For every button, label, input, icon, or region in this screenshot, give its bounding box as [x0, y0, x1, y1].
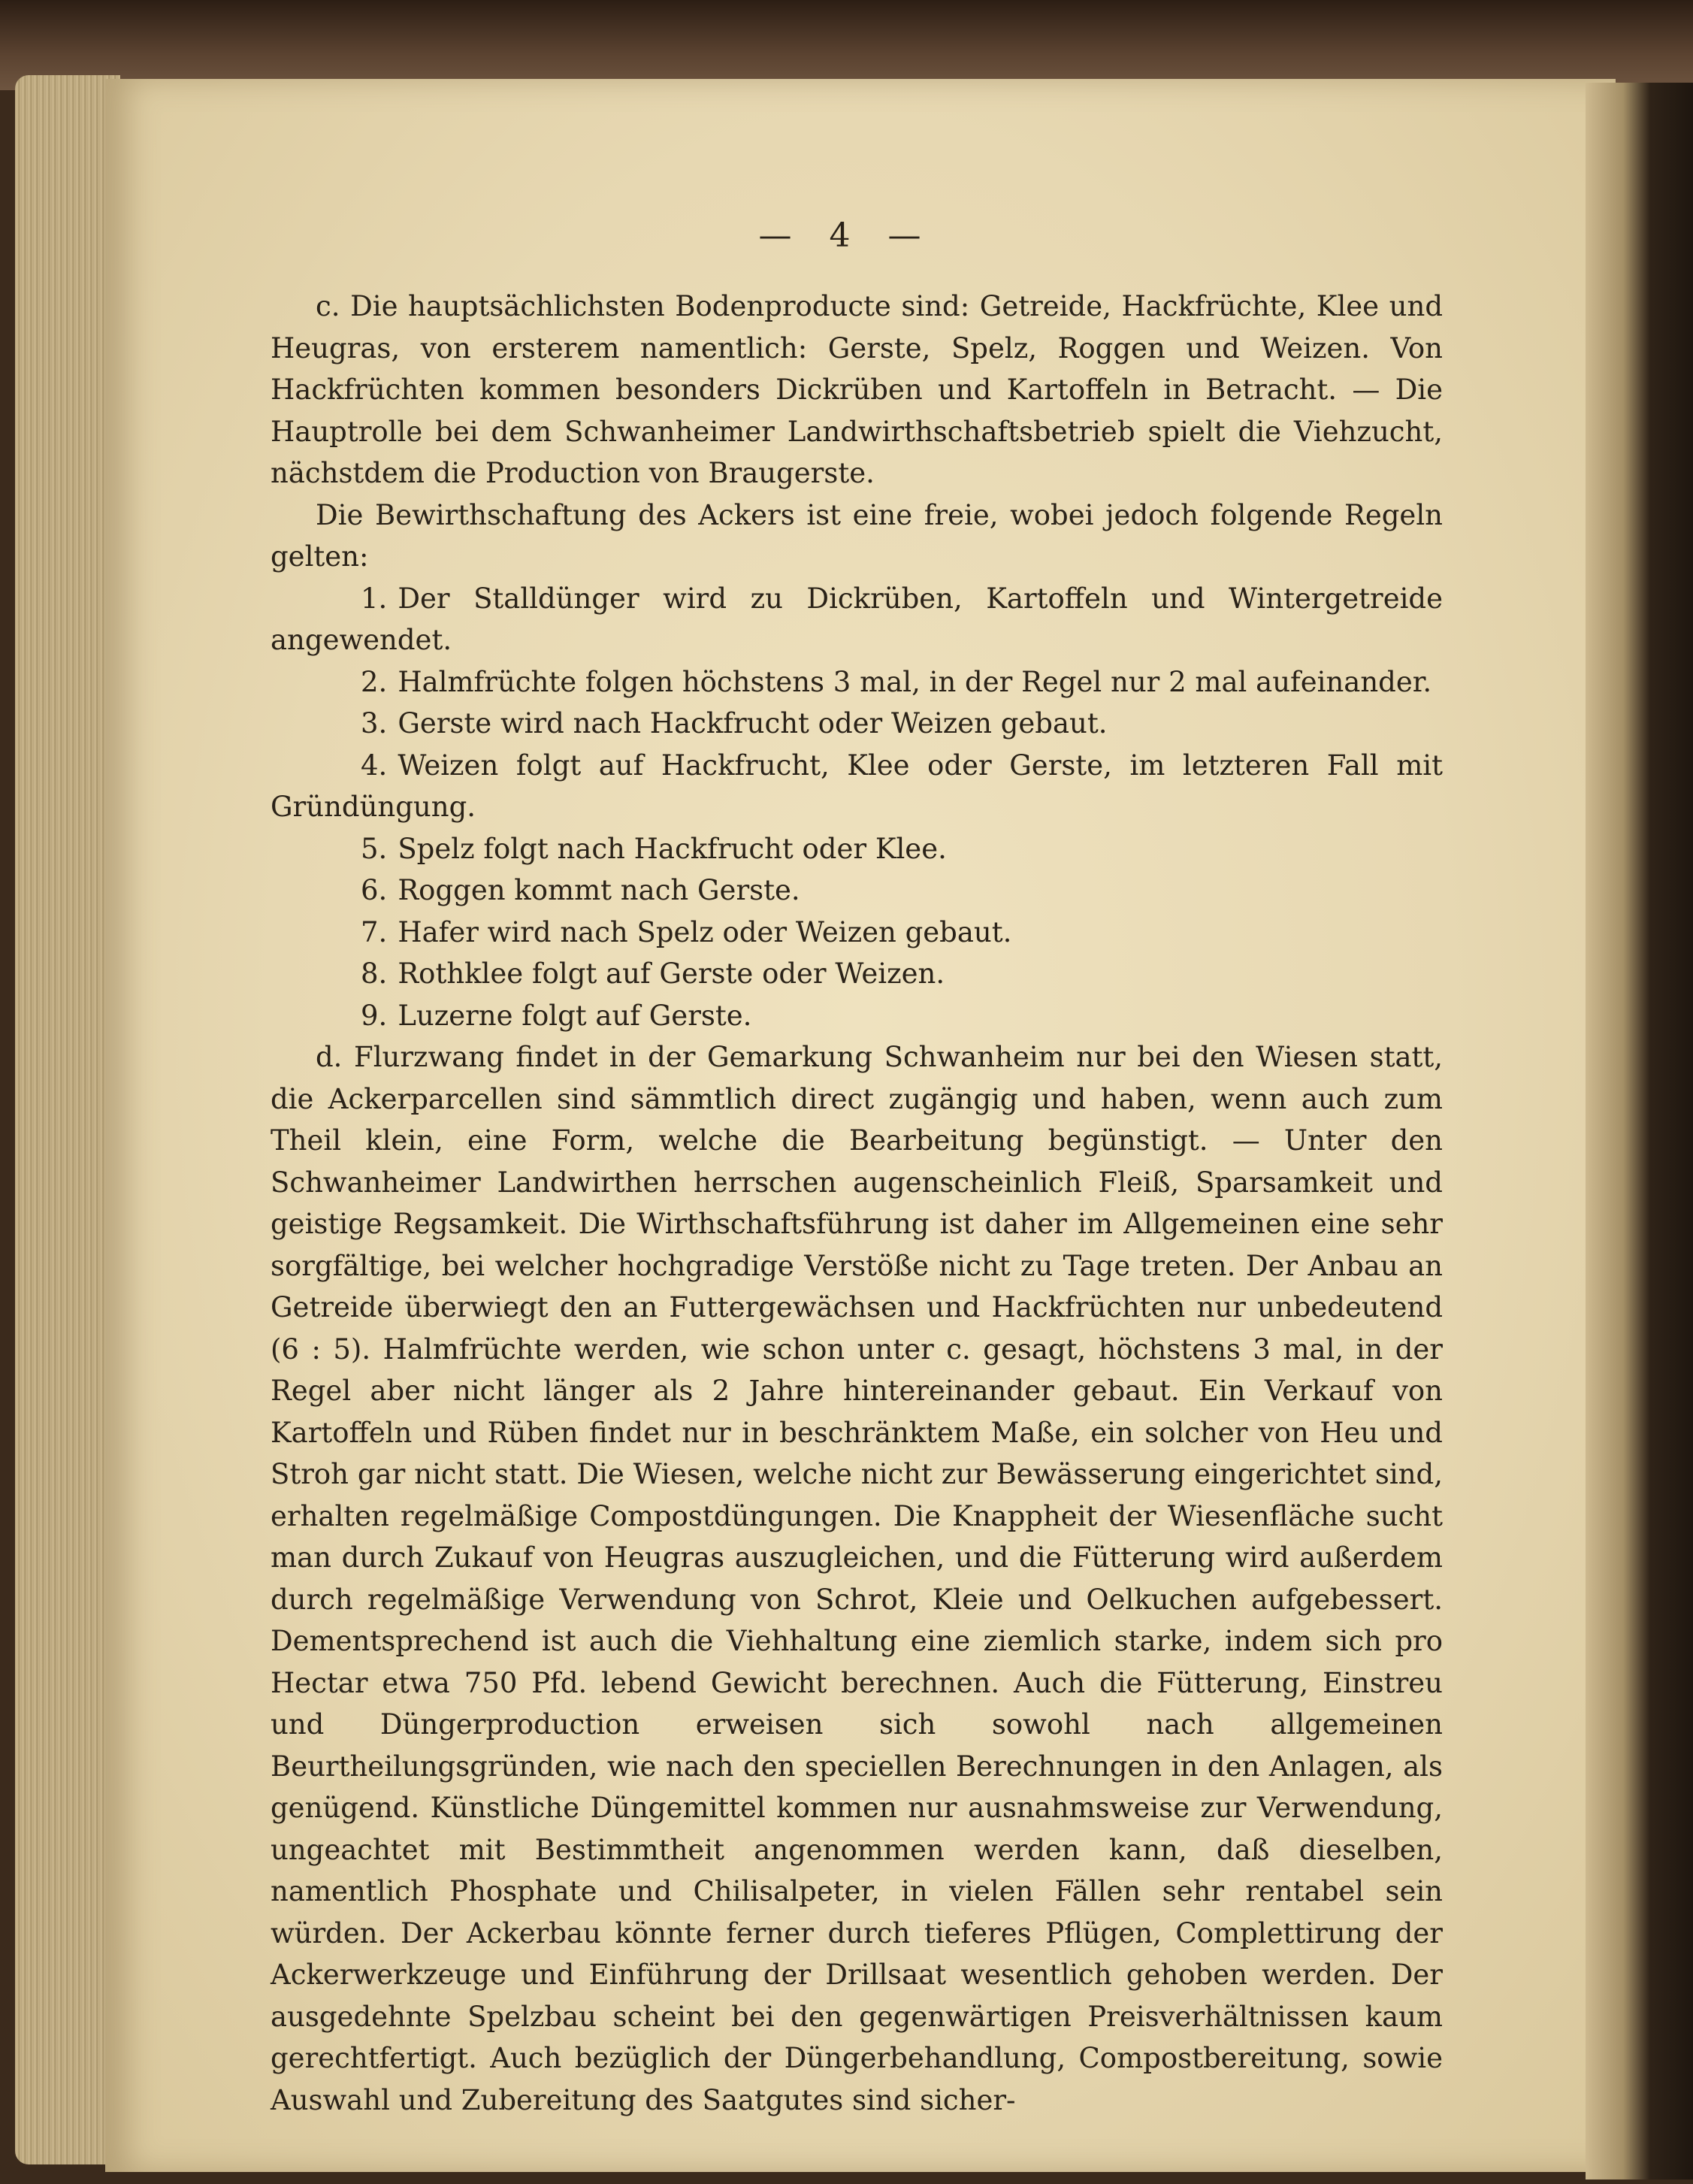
page-stack-edge	[15, 75, 120, 2164]
paragraph-rules-intro: Die Bewirthschaftung des Ackers ist eine freie, wobei jedoch folgende Regeln gelten:	[271, 498, 1443, 573]
rules-list	[271, 578, 1443, 1037]
list-item: 9. Luzerne folgt auf Gerste.	[361, 999, 752, 1032]
list-item: 1. Der Stalldünger wird zu Dickrüben, Kartoffeln und Wintergetreide angewendet.	[271, 582, 1443, 656]
list-item: 3. Gerste wird nach Hackfrucht oder Weizen gebaut.	[361, 707, 1108, 740]
book-cover-edge	[0, 0, 1693, 90]
list-item: 8. Rothklee folgt auf Gerste oder Weizen.	[361, 957, 945, 990]
list-item: 7. Hafer wird nach Spelz oder Weizen gebaut.	[361, 915, 1012, 948]
page-number: — 4 —	[758, 216, 935, 255]
book-gutter	[1586, 83, 1693, 2179]
paragraph-d: d. Flurzwang findet in der Gemarkung Schwanheim nur bei den Wiesen statt, die Ackerparcellen sind sämmtlich direct zugängig und haben, wenn auch zum Theil klein, eine Form, welche die Bearbeitung begünstigt. — Unter den Schwanheimer Landwirthen herrschen augenscheinlich Fleiß, Sparsamkeit und geistige Regsamkeit. Die Wirthschaftsführung ist daher im Allgemeinen eine sehr sorgfältige, bei welcher hochgradige Verstöße nicht zu Tage treten. Der Anbau an Getreide überwiegt den an Futtergewächsen und Hackfrüchten nur unbedeutend (6 : 5). Halmfrüchte werden, wie schon unter c. gesagt, höchstens 3 mal, in der Regel aber nicht länger als 2 Jahre hintereinander gebaut. Ein Verkauf von Kartoffeln und Rüben findet nur in beschränktem Maße, ein solcher von Heu und Stroh gar nicht statt. Die Wiesen, welche nicht zur Bewässerung eingerichtet sind, erhalten regelmäßige Compostdüngungen. Die Knappheit der Wiesenfläche sucht man durch Zukauf von Heugras auszugleichen, und die Fütterung wird außerdem durch regelmäßige Verwendung von Schrot, Kleie und Oelkuchen aufgebessert. Dementsprechend ist auch die Viehhaltung eine ziemlich starke, indem sich pro Hectar etwa 750 Pfd. lebend Gewicht berechnen. Auch die Fütterung, Einstreu und Düngerproduction erweisen sich sowohl nach allgemeinen Beurtheilungsgründen, wie nach den speciellen Berechnungen in den Anlagen, als genügend. Künstliche Düngemittel kommen nur ausnahmsweise zur Verwendung, ungeachtet mit Bestimmtheit angenommen werden kann, daß dieselben, namentlich Phosphate und Chilisalpeter, in vielen Fällen sehr rentabel sein würden. Der Ackerbau könnte ferner durch tieferes Pflügen, Complettirung der Ackerwerkzeuge und Einführung der Drillsaat wesentlich gehoben werden. Der ausgedehnte Spelzbau scheint bei den gegenwärtigen Preisverhältnissen kaum gerechtfertigt. Auch bezüglich der Düngerbehandlung, Compostbereitung, sowie Auswahl und Zubereitung des Saatgutes sind sicher-	[271, 1041, 1443, 2116]
paragraph-c: c. Die hauptsächlichsten Bodenproducte sind: Getreide, Hackfrüchte, Klee und Heugras, von ersterem namentlich: Gerste, Spelz, Roggen und Weizen. Von Hackfrüchten kommen besonders Dickrüben und Kartoffeln in Betracht. — Die Hauptrolle bei dem Schwanheimer Landwirthschaftsbetrieb spielt die Viehzucht, nächstdem die Production von Braugerste.	[271, 290, 1443, 489]
list-item: 6. Roggen kommt nach Gerste.	[361, 874, 800, 906]
list-item: 4. Weizen folgt auf Hackfrucht, Klee oder Gerste, im letzteren Fall mit Gründüngung.	[271, 749, 1443, 823]
list-item: 2. Halmfrüchte folgen höchstens 3 mal, in der Regel nur 2 mal aufeinander.	[361, 665, 1432, 698]
text-block	[271, 286, 1443, 2121]
list-item: 5. Spelz folgt nach Hackfrucht oder Klee.	[361, 832, 947, 865]
